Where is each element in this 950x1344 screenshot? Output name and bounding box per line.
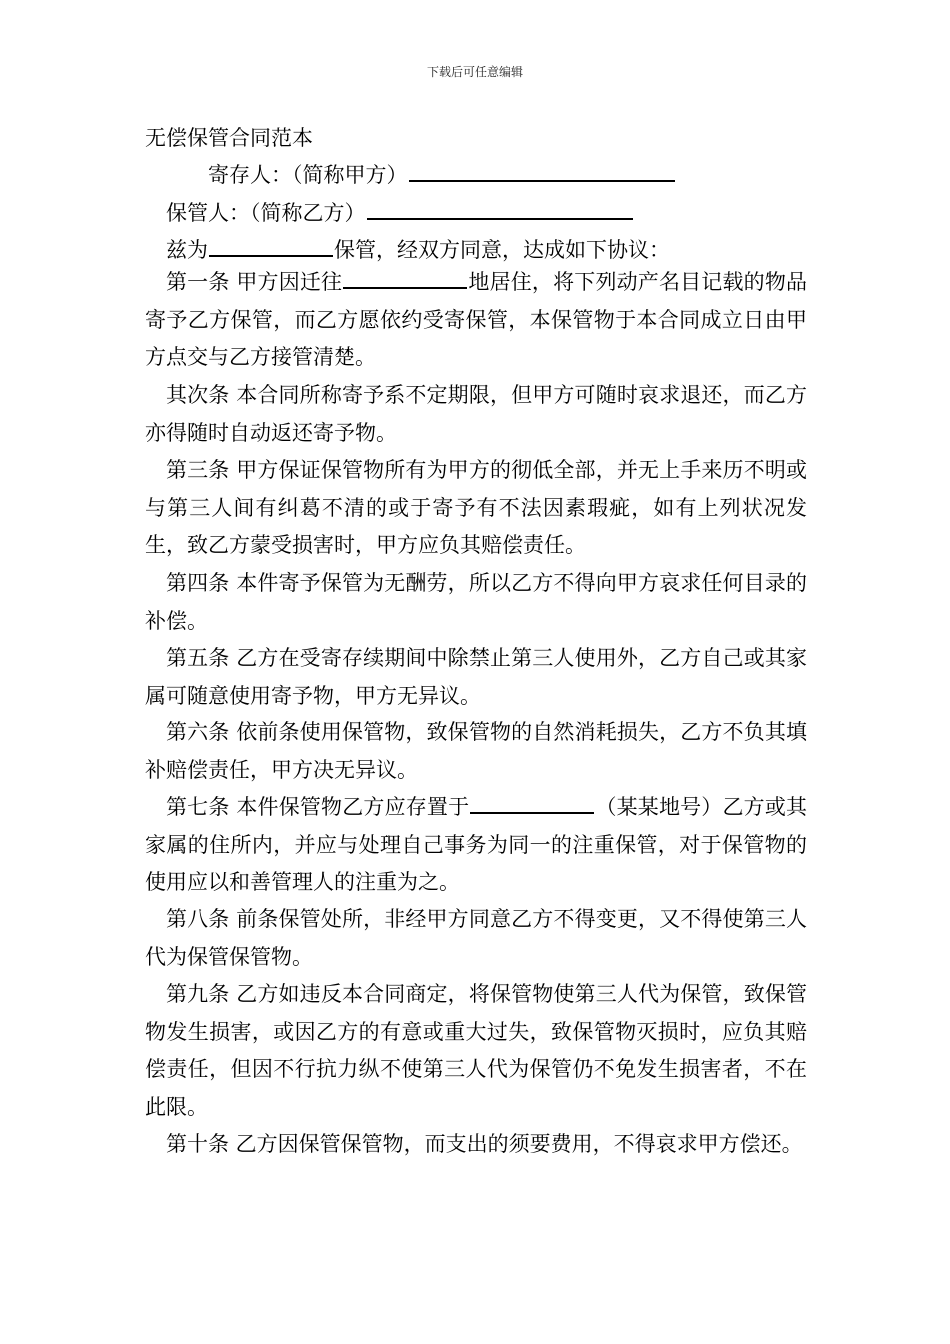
intro-blank[interactable] bbox=[209, 233, 333, 257]
article-1 bbox=[145, 264, 807, 377]
article-4: 第四条 本件寄予保管为无酬劳，所以乙方不得向甲方哀求任何目录的补偿。 bbox=[145, 571, 807, 633]
depositor-blank[interactable] bbox=[409, 158, 675, 182]
depositor-label: 寄存人：（简称甲方） bbox=[208, 163, 408, 188]
article-9: 第九条 乙方如违反本合同商定，将保管物使第三人代为保管，致保管物发生损害，或因乙方的有意或重大过失，致保管物灭损时，应负其赔偿责任，但因不行抗力纵不使第三人代为保管仍不免发生损害者，不在此限。 bbox=[145, 982, 807, 1119]
article-7 bbox=[145, 789, 807, 902]
document-title: 无偿保管合同范本 bbox=[145, 126, 313, 150]
article-1-blank[interactable] bbox=[343, 265, 467, 289]
article-5: 第五条 乙方在受寄存续期间中除禁止第三人使用外，乙方自己或其家属可随意使用寄予物，甲方无异议。 bbox=[145, 646, 807, 708]
page-header: 下载后可任意编辑 bbox=[426, 65, 523, 79]
article-7-before: 第七条 本件保管物乙方应存置于 bbox=[166, 795, 470, 819]
article-7-blank[interactable] bbox=[470, 790, 594, 814]
article-8: 第八条 前条保管处所，非经甲方同意乙方不得变更，又不得使第三人代为保管保管物。 bbox=[145, 907, 807, 969]
article-6: 第六条 依前条使用保管物，致保管物的自然消耗损失，乙方不负其填补赔偿责任，甲方决无异议。 bbox=[145, 720, 807, 782]
article-1-before: 第一条 甲方因迁往 bbox=[166, 270, 343, 294]
article-1-after: 地居住，将下列动产名目记载的物品寄予乙方保管，而乙方愿依约受寄保管，本保管物于本合同成立日由甲方点交与乙方接管清楚。 bbox=[145, 270, 807, 369]
article-10: 第十条 乙方因保管保管物，而支出的须要费用，不得哀求甲方偿还。 bbox=[166, 1132, 803, 1156]
custodian-label: 保管人：（简称乙方） bbox=[166, 201, 366, 226]
article-2: 其次条 本合同所称寄予系不定期限，但甲方可随时哀求退还，而乙方亦得随时自动返还寄予物。 bbox=[145, 383, 807, 445]
article-7-after: （某某地号）乙方或其家属的住所内，并应与处理自己事务为同一的注重保管，对于保管物的使用应以和善管理人的注重为之。 bbox=[145, 795, 807, 894]
custodian-line bbox=[166, 196, 634, 227]
intro-before: 兹为 bbox=[166, 238, 208, 263]
article-3: 第三条 甲方保证保管物所有为甲方的彻低全部，并无上手来历不明或与第三人间有纠葛不清的或于寄予有不法因素瑕疵，如有上列状况发生，致乙方蒙受损害时，甲方应负其赔偿责任。 bbox=[145, 458, 807, 557]
intro-after: 保管，经双方同意，达成如下协议： bbox=[334, 238, 670, 263]
depositor-line bbox=[208, 158, 676, 189]
intro-line bbox=[166, 233, 670, 264]
custodian-blank[interactable] bbox=[367, 196, 633, 220]
